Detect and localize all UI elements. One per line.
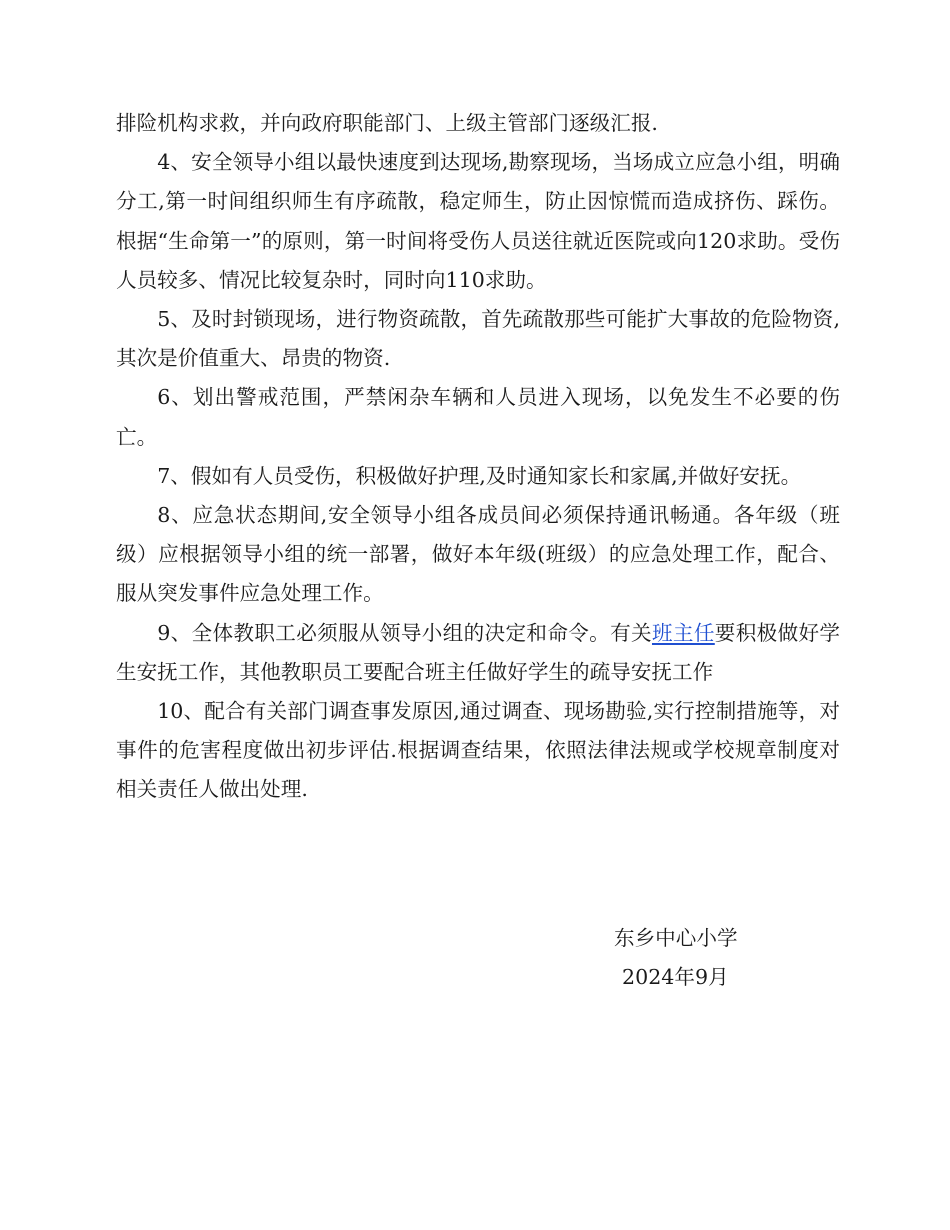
signature-school-name: 东乡中心小学	[614, 926, 738, 950]
paragraph-item-9-text-after: 要积极做好学生安抚工作，其他教职员工要配合班主任做好学生的疏导安抚工作	[116, 620, 841, 684]
paragraph-continuation: 排险机构求救，并向政府职能部门、上级主管部门逐级汇报.	[116, 111, 658, 135]
document-body	[116, 104, 840, 810]
paragraph-item-5: 5、及时封锁现场，进行物资疏散，首先疏散那些可能扩大事故的危险物资,其次是价值重大、昂贵的物资.	[116, 307, 840, 371]
signature-block	[614, 919, 738, 997]
paragraph-item-9	[116, 614, 840, 692]
head-teacher-link[interactable]: 班主任	[651, 620, 715, 645]
paragraph-item-4: 4、安全领导小组以最快速度到达现场,勘察现场，当场成立应急小组，明确分工,第一时间组织师生有序疏散，稳定师生，防止因惊慌而造成挤伤、踩伤。根据“生命第一”的原则，第一时间将受伤人员送往就近医院或向120求助。受伤人员较多、情况比较复杂时，同时向110求助。	[116, 150, 840, 292]
paragraph-item-8: 8、应急状态期间,安全领导小组各成员间必须保持通讯畅通。各年级（班级）应根据领导小组的统一部署，做好本年级(班级）的应急处理工作，配合、服从突发事件应急处理工作。	[116, 503, 840, 606]
paragraph-item-7: 7、假如有人员受伤，积极做好护理,及时通知家长和家属,并做好安抚。	[157, 463, 802, 488]
paragraph-item-6: 6、划出警戒范围，严禁闲杂车辆和人员进入现场，以免发生不必要的伤亡。	[116, 385, 840, 449]
paragraph-item-9-text-before: 9、全体教职工必须服从领导小组的决定和命令。有关	[157, 620, 652, 645]
signature-date: 2024年9月	[622, 965, 729, 990]
paragraph-item-10: 10、配合有关部门调查事发原因,通过调查、现场勘验,实行控制措施等，对事件的危害程度做出初步评估.根据调查结果，依照法律法规或学校规章制度对相关责任人做出处理.	[116, 699, 840, 802]
